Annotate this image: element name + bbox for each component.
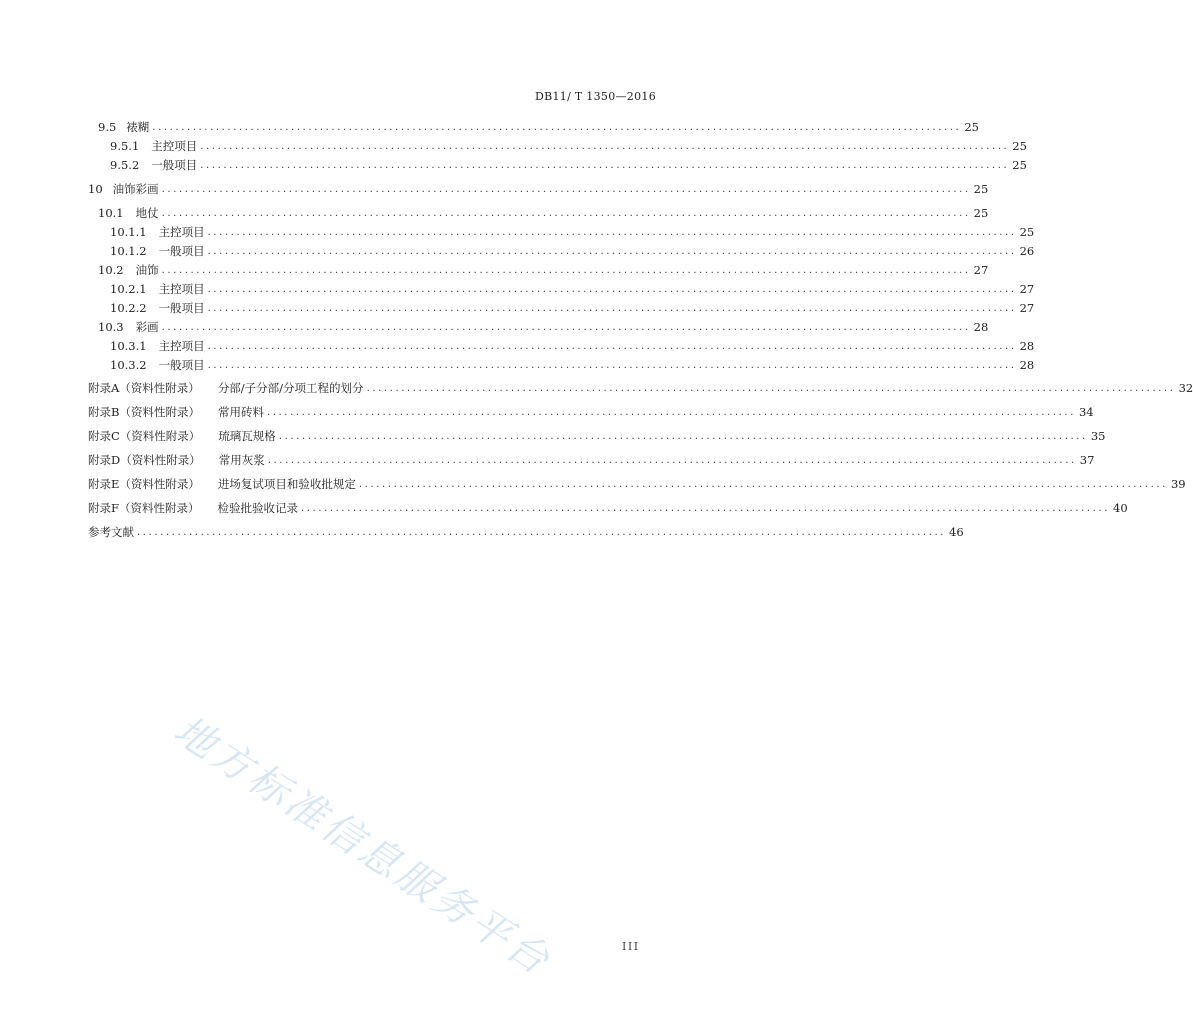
toc-entry-title: 油饰彩画 [112, 182, 159, 196]
toc-entry-page: 32 [1178, 381, 1193, 395]
watermark-text: 地方标准信息服务平台 [165, 707, 560, 986]
toc-entry-page: 27 [1019, 301, 1035, 315]
toc-entry-title: 主控项目 [151, 139, 198, 153]
toc-entry-10-3-1[interactable] [88, 335, 1035, 353]
toc-entry-number: 10.1 [98, 206, 124, 220]
toc-entry-title: 一般项目 [158, 244, 205, 258]
toc-entry-title: 裱糊 [126, 120, 150, 134]
toc-leader-dots: ............................................................................................................................................ [207, 246, 1017, 257]
toc-leader-dots: ............................................................................................................................................ [161, 322, 971, 333]
toc-leader-dots: ............................................................................................................................................ [207, 227, 1017, 238]
toc-entry-number: 9.5 [98, 120, 117, 134]
toc-entry-9-5-1[interactable] [88, 135, 1027, 153]
toc-appendix-b[interactable] [88, 401, 1094, 419]
toc-entry-10[interactable] [88, 178, 989, 196]
toc-entry-10-3[interactable] [88, 316, 989, 334]
toc-entry-title: 地仗 [135, 206, 159, 220]
toc-entry-title: 一般项目 [158, 358, 205, 372]
toc-entry-page: 25 [1019, 225, 1035, 239]
toc-entry-page: 27 [973, 263, 989, 277]
toc-entry-title: 分部/子分部/分项工程的划分 [217, 381, 364, 395]
toc-entry-title: 常用灰浆 [218, 453, 265, 467]
toc-leader-dots: ............................................................................................................................................ [366, 383, 1176, 394]
toc-leader-dots: ............................................................................................................................................ [207, 303, 1017, 314]
toc-appendix-a[interactable] [88, 377, 1193, 395]
toc-entry-number: 9.5.2 [110, 158, 140, 172]
toc-appendix-e[interactable] [88, 473, 1186, 491]
toc-leader-dots: ............................................................................................................................................ [266, 407, 1076, 418]
appendix-tag: 附录B（资料性附录） [88, 405, 200, 419]
toc-entry-page: 39 [1170, 477, 1186, 491]
toc-entry-title: 检验批验收记录 [217, 501, 298, 515]
toc-entry-number: 10.2 [98, 263, 124, 277]
toc-entry-number: 10.2.1 [110, 282, 147, 296]
toc-leader-dots: ............................................................................................................................................ [267, 455, 1077, 466]
toc-entry-title: 常用砖料 [217, 405, 264, 419]
toc-entry-page: 25 [973, 182, 989, 196]
toc-entry-page: 27 [1019, 282, 1035, 296]
toc-leader-dots: ............................................................................................................................................ [161, 208, 971, 219]
toc-entry-page: 25 [1012, 139, 1027, 153]
toc-entry-title: 主控项目 [158, 339, 205, 353]
toc-entry-page: 34 [1078, 405, 1094, 419]
toc-leader-dots: ............................................................................................................................................ [300, 503, 1111, 514]
toc-entry-10-2[interactable] [88, 259, 989, 277]
appendix-tag: 附录C（资料性附录） [88, 429, 201, 443]
toc-entry-title: 主控项目 [158, 225, 205, 239]
toc-entry-number: 10.3.2 [110, 358, 147, 372]
appendix-tag: 附录D（资料性附录） [88, 453, 201, 467]
toc-entry-9-5[interactable] [88, 116, 979, 134]
toc-entry-page: 28 [973, 320, 989, 334]
toc-entry-page: 28 [1019, 358, 1035, 372]
toc-entry-number: 10 [88, 182, 103, 196]
toc-entry-10-2-2[interactable] [88, 297, 1035, 315]
toc-entry-page: 28 [1019, 339, 1035, 353]
toc-entry-page: 25 [964, 120, 979, 134]
toc-entry-number: 10.1.2 [110, 244, 147, 258]
toc-leader-dots: ............................................................................................................................................ [152, 122, 962, 133]
toc-entry-10-3-2[interactable] [88, 354, 1035, 372]
toc-entry-page: 35 [1090, 429, 1106, 443]
toc-leader-dots: ............................................................................................................................................ [161, 184, 971, 195]
page-number-footer: III [622, 940, 640, 953]
toc-appendix-c[interactable] [88, 425, 1106, 443]
toc-entry-title: 进场复试项目和验收批规定 [217, 477, 356, 491]
toc-entry-title: 油饰 [135, 263, 159, 277]
appendix-tag: 附录E（资料性附录） [88, 477, 200, 491]
toc-leader-dots: ............................................................................................................................................ [207, 284, 1017, 295]
toc-entry-10-1[interactable] [88, 202, 989, 220]
toc-entry-page: 26 [1019, 244, 1035, 258]
toc-leader-dots: ............................................................................................................................................ [207, 360, 1017, 371]
toc-leader-dots: ............................................................................................................................................ [278, 431, 1088, 442]
toc-entry-page: 46 [949, 525, 964, 539]
toc-leader-dots: ............................................................................................................................................ [207, 341, 1017, 352]
toc-entry-page: 25 [1012, 158, 1027, 172]
appendix-tag: 附录F（资料性附录） [88, 501, 200, 515]
toc-entry-number: 10.3.1 [110, 339, 147, 353]
toc-leader-dots: ............................................................................................................................................ [200, 160, 1010, 171]
toc-entry-title: 一般项目 [151, 158, 198, 172]
standard-code-header: DB11/ T 1350—2016 [534, 90, 656, 103]
toc-appendix-f[interactable] [88, 497, 1128, 515]
toc-entry-title: 参考文献 [88, 525, 134, 539]
toc-entry-page: 37 [1079, 453, 1095, 467]
toc-entry-number: 10.1.1 [110, 225, 147, 239]
toc-entry-title: 主控项目 [158, 282, 205, 296]
toc-entry-number: 10.3 [98, 320, 124, 334]
toc-entry-10-2-1[interactable] [88, 278, 1035, 296]
toc-entry-number: 9.5.1 [110, 139, 140, 153]
toc-leader-dots: ............................................................................................................................................ [358, 479, 1168, 490]
toc-entry-9-5-2[interactable] [88, 154, 1027, 172]
appendix-tag: 附录A（资料性附录） [88, 381, 200, 395]
toc-entry-10-1-1[interactable] [88, 221, 1035, 239]
toc-entry-page: 40 [1113, 501, 1128, 515]
toc-leader-dots: ............................................................................................................................................ [137, 527, 947, 538]
toc-leader-dots: ............................................................................................................................................ [200, 141, 1010, 152]
toc-leader-dots: ............................................................................................................................................ [161, 265, 971, 276]
toc-entry-title: 一般项目 [158, 301, 205, 315]
toc-entry-10-1-2[interactable] [88, 240, 1035, 258]
toc-entry-title: 彩画 [135, 320, 159, 334]
toc-entry-references[interactable] [88, 521, 964, 539]
toc-entry-number: 10.2.2 [110, 301, 147, 315]
toc-entry-title: 琉璃瓦规格 [218, 429, 276, 443]
toc-entry-page: 25 [973, 206, 989, 220]
toc-appendix-d[interactable] [88, 449, 1095, 467]
